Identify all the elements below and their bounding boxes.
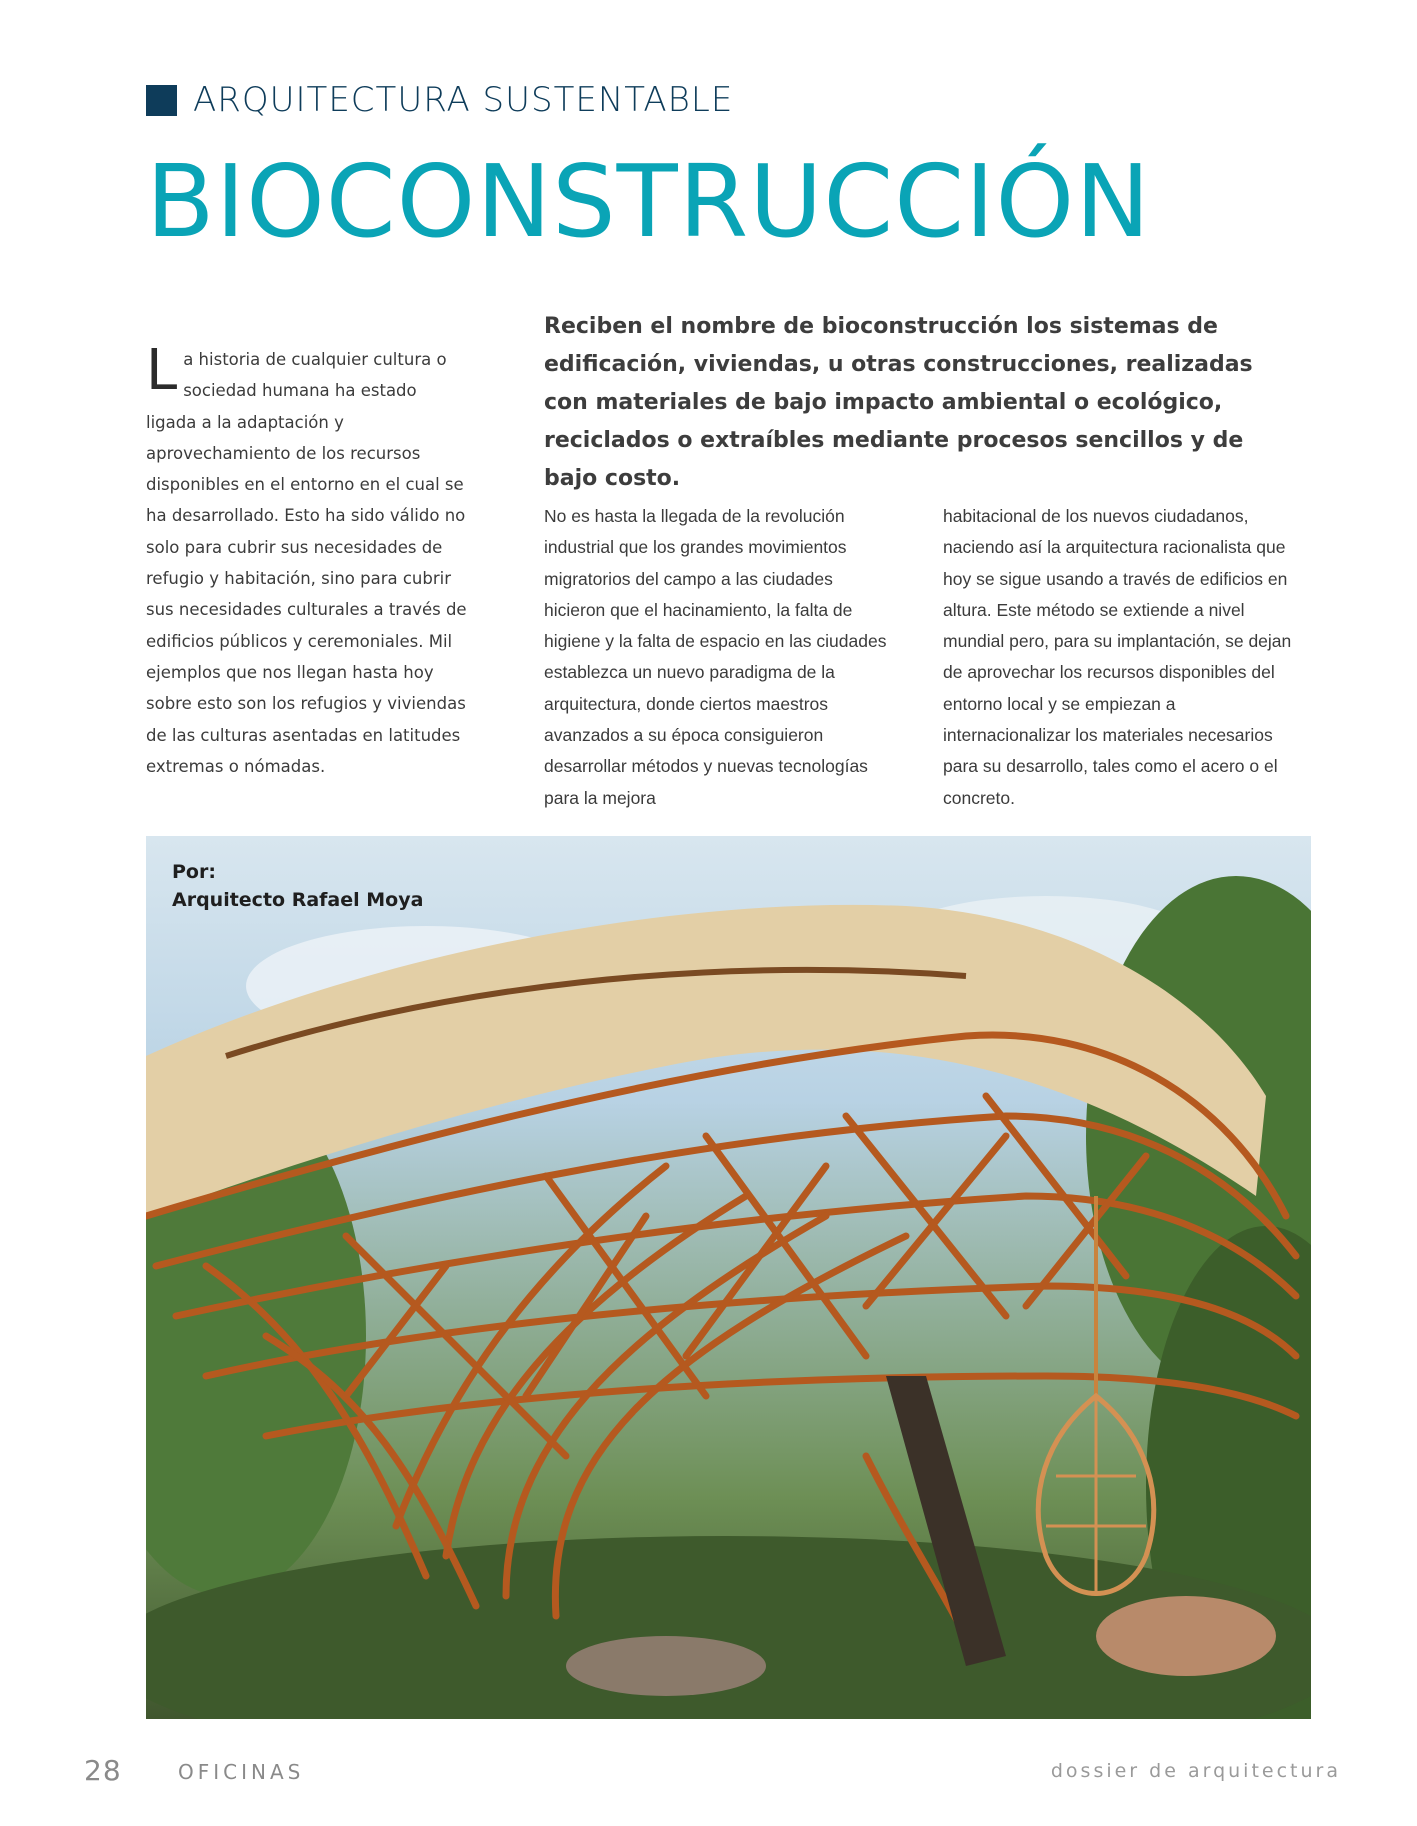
photo-byline bbox=[172, 858, 423, 914]
bamboo-structure-illustration bbox=[146, 836, 1311, 1719]
footer-brand-logo: OFICINAS bbox=[178, 1760, 305, 1784]
byline-author: Arquitecto Rafael Moya bbox=[172, 889, 424, 911]
body-column-2: No es hasta la llegada de la revolución industrial que los grandes movimientos migratorios del campo a las ciudades hicieron que el hacinamiento, la falta de higiene y la falta de espacio en las ciudades establezca un nuevo paradigma de la arquitectura, donde ciertos maestros avanzados a su época consiguieron desarrollar métodos y nuevas tecnologías para la mejora bbox=[544, 506, 887, 808]
section-square-icon bbox=[146, 85, 177, 116]
section-header bbox=[146, 80, 733, 120]
footer-publication-name: dossier de arquitectura bbox=[1050, 1760, 1341, 1782]
body-column-1 bbox=[146, 338, 472, 782]
byline-label: Por: bbox=[172, 861, 216, 883]
drop-cap: L bbox=[146, 338, 178, 403]
lead-paragraph: Reciben el nombre de bioconstrucción los sistemas de edificación, viviendas, u otras construcciones, realizadas con materiales de bajo impacto ambiental o ecológico, reciclados o extraíbles mediante procesos sencillos y de bajo costo. bbox=[544, 314, 1253, 491]
body-column-3: habitacional de los nuevos ciudadanos, naciendo así la arquitectura racionalista que hoy se sigue usando a través de edificios en altura. Este método se extiende a nivel mundial pero, para su implantación, se dejan de aprovechar los recursos disponibles del entorno local y se empiezan a internacionalizar los materiales necesarios para su desarrollo, tales como el acero o el concreto. bbox=[943, 506, 1292, 808]
page-number: 28 bbox=[84, 1754, 122, 1787]
bamboo-structure-photo bbox=[146, 836, 1311, 1719]
section-label: ARQUITECTURA SUSTENTABLE bbox=[193, 80, 734, 120]
body-column-1-text: a historia de cualquier cultura o sociedad humana ha estado ligada a la adaptación y aprovechamiento de los recursos disponibles en el entorno en el cual se ha desarrollado. Esto ha sido válido no solo para cubrir sus necesidades de refugio y habitación, sino para cubrir sus necesidades culturales a través de edificios públicos y ceremoniales. Mil ejemplos que nos llegan hasta hoy sobre esto son los refugios y viviendas de las culturas asentadas en latitudes extremas o nómadas. bbox=[146, 350, 467, 776]
page-title: BIOCONSTRUCCIÓN bbox=[146, 143, 1152, 260]
